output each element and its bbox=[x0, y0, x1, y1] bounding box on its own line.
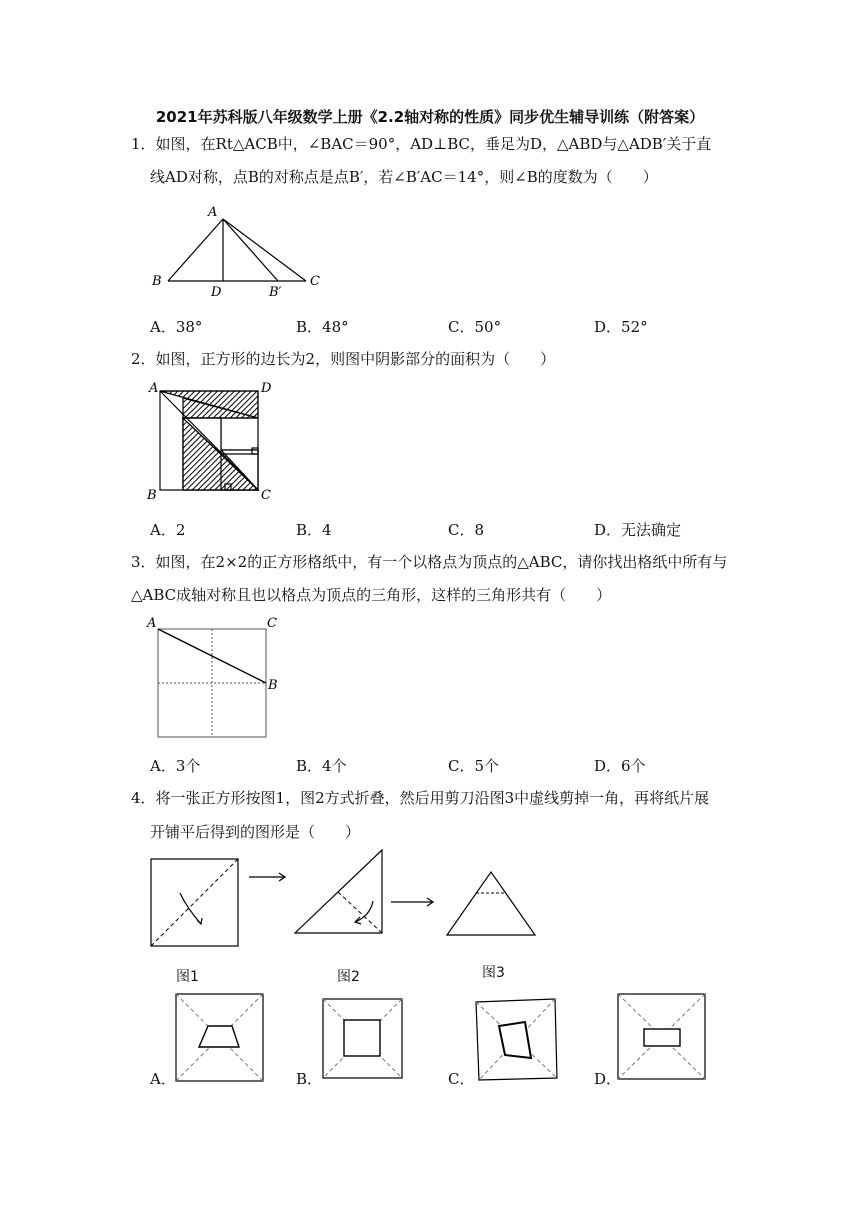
q1-option-c[interactable]: C．50° bbox=[448, 318, 502, 336]
q2-label-d: D bbox=[261, 381, 272, 396]
q2-label-b: B bbox=[147, 488, 157, 503]
q1-label-c: C bbox=[310, 274, 320, 289]
question-4-line-2: 开铺平后得到的图形是（ ） bbox=[150, 823, 361, 841]
q4-option-a-figure[interactable] bbox=[175, 993, 265, 1083]
q1-label-a: A bbox=[208, 205, 218, 220]
q4-option-d-figure[interactable] bbox=[617, 993, 707, 1083]
fig-3-label: 图3 bbox=[482, 965, 505, 981]
q3-label-b: B bbox=[268, 678, 278, 693]
q1-option-a[interactable]: A．38° bbox=[150, 318, 203, 336]
q3-option-b[interactable]: B．4个 bbox=[296, 757, 347, 775]
q2-option-d[interactable]: D．无法确定 bbox=[594, 521, 682, 539]
q1-label-b-prime: B′ bbox=[269, 285, 282, 298]
q1-option-b[interactable]: B．48° bbox=[296, 318, 349, 336]
question-2-figure bbox=[145, 378, 280, 503]
q4-option-b[interactable]: B． bbox=[296, 1070, 323, 1088]
q2-option-b[interactable]: B．4 bbox=[296, 521, 332, 539]
fig-1-label: 图1 bbox=[176, 969, 199, 985]
question-3-line-1: 3．如图，在2×2的正方形格纸中，有一个以格点为顶点的△ABC，请你找出格纸中所有与 bbox=[131, 553, 728, 571]
question-1-figure bbox=[148, 198, 328, 298]
question-1-line-1: 1．如图，在Rt△ACB中，∠BAC＝90°，AD⊥BC，垂足为D，△ABD与△ADB′关于直 bbox=[131, 135, 712, 153]
question-3-figure bbox=[145, 614, 285, 742]
q1-label-b: B bbox=[152, 274, 162, 289]
question-4-line-1: 4．将一张正方形按图1，图2方式折叠，然后用剪刀沿图3中虚线剪掉一角，再将纸片展 bbox=[131, 789, 710, 807]
q3-label-c: C bbox=[267, 616, 277, 631]
question-1-line-2: 线AD对称，点B的对称点是点B′，若∠B′AC＝14°，则∠B的度数为（ ） bbox=[150, 168, 658, 186]
q2-label-c: C bbox=[261, 488, 271, 503]
q4-option-d[interactable]: D． bbox=[594, 1070, 622, 1088]
q3-label-a: A bbox=[147, 616, 157, 631]
q4-option-c[interactable]: C． bbox=[448, 1070, 475, 1088]
fig-2-label: 图2 bbox=[337, 969, 360, 985]
q2-option-c[interactable]: C．8 bbox=[448, 521, 485, 539]
q3-option-d[interactable]: D．6个 bbox=[594, 757, 646, 775]
q1-label-d: D bbox=[211, 285, 222, 298]
q3-option-a[interactable]: A．3个 bbox=[150, 757, 201, 775]
q4-option-b-figure[interactable] bbox=[322, 998, 412, 1088]
q2-option-a[interactable]: A．2 bbox=[150, 521, 186, 539]
document-title: 2021年苏科版八年级数学上册《2.2轴对称的性质》同步优生辅导训练（附答案） bbox=[155, 108, 705, 126]
q1-option-d[interactable]: D．52° bbox=[594, 318, 648, 336]
q2-label-a: A bbox=[149, 381, 159, 396]
q4-option-c-figure[interactable] bbox=[475, 998, 565, 1088]
question-3-line-2: △ABC成轴对称且也以格点为顶点的三角形，这样的三角形共有（ ） bbox=[131, 586, 612, 604]
q4-option-a[interactable]: A． bbox=[150, 1070, 176, 1088]
q3-option-c[interactable]: C．5个 bbox=[448, 757, 500, 775]
question-2-line-1: 2．如图，正方形的边长为2，则图中阴影部分的面积为（ ） bbox=[131, 350, 556, 368]
